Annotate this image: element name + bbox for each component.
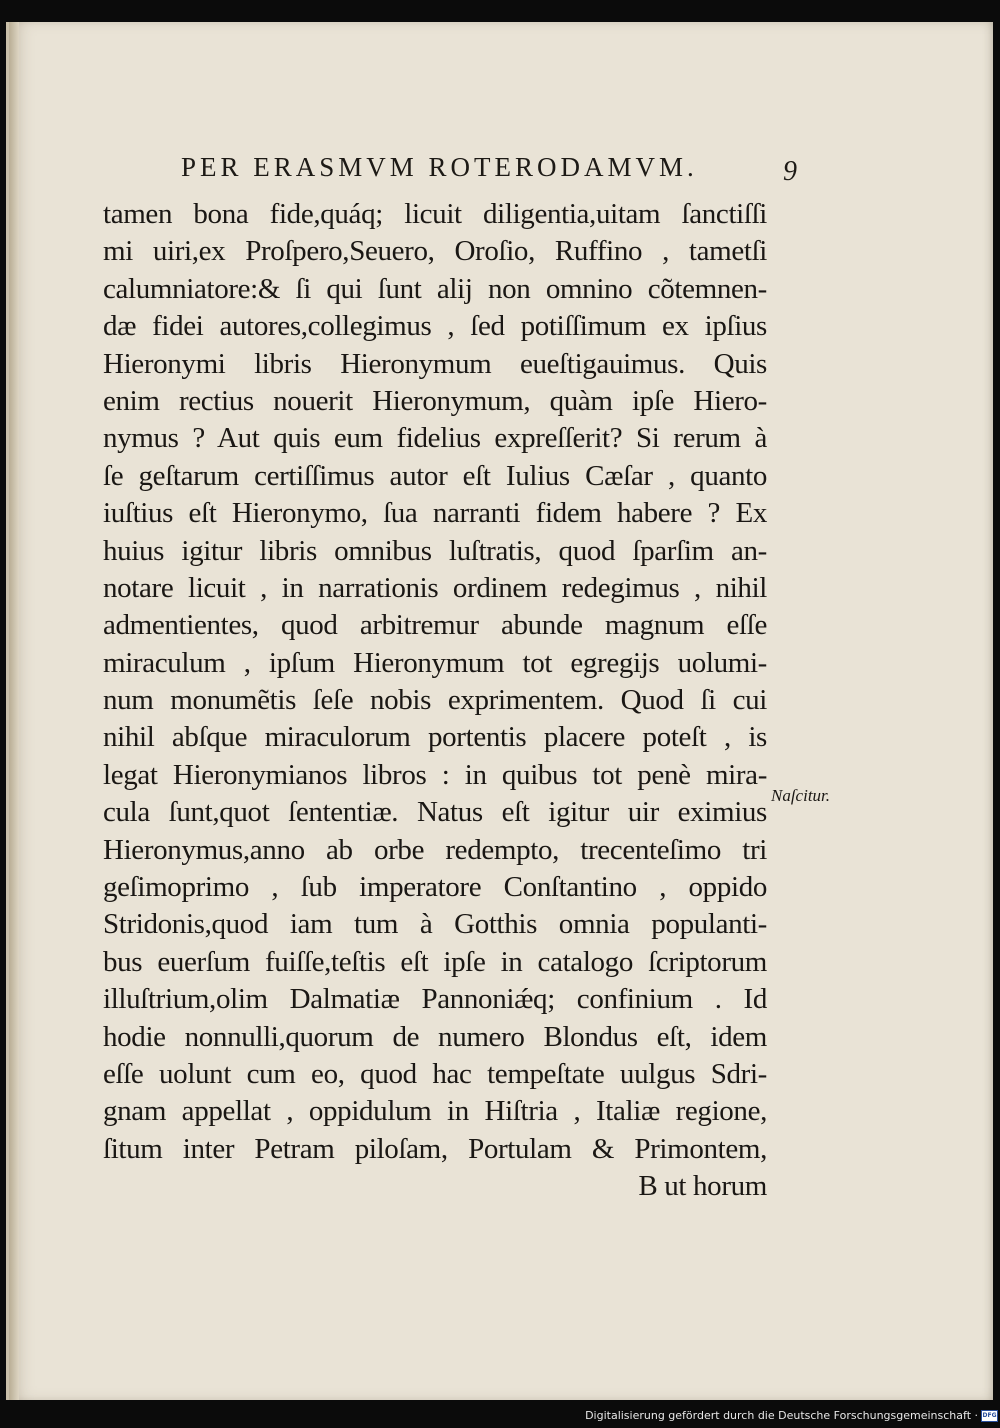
text-line: eſſe uolunt cum eo, quod hac tempeſtate uulgus Sdri- — [103, 1057, 767, 1090]
text-line: tamen bona fide,quáq; licuit diligentia,uitam ſanctiſſi — [103, 198, 767, 230]
page-number: 9 — [783, 156, 797, 187]
text-line: geſimoprimo , ſub imperatore Conſtantino , oppido — [103, 871, 767, 904]
page-gutter — [9, 22, 19, 1400]
running-head: PER ERASMVM ROTERODAMVM. — [181, 152, 698, 182]
dfg-logo-icon — [981, 1410, 998, 1422]
book-page — [6, 22, 993, 1400]
text-line: legat Hieronymianos libros : in quibus tot penè mira- — [103, 758, 767, 791]
text-line: hodie nonnulli,quorum de numero Blondus eſt, idem — [103, 1020, 767, 1053]
signature-catchword-line: B ut horum — [638, 1170, 767, 1203]
text-line: admentientes, quod arbitremur abunde magnum eſſe — [103, 609, 767, 642]
text-line: Stridonis,quod iam tum à Gotthis omnia populanti- — [103, 908, 767, 941]
text-line: nymus ? Aut quis eum fidelius expreſſerit? Si rerum à — [103, 422, 767, 455]
footer-bar — [0, 1400, 1000, 1428]
text-line: illuſtrium,olim Dalmatiæ Pannoniǽq; confinium . Id — [103, 983, 767, 1016]
text-line: iuſtius eſt Hieronymo, ſua narranti fidem habere ? Ex — [103, 497, 767, 530]
dfg-logo-text: DFG — [982, 1412, 997, 1419]
text-line: Hieronymus,anno ab orbe redempto, trecenteſimo tri — [103, 833, 767, 866]
text-line: mi uiri,ex Proſpero,Seuero, Oroſio, Ruffino , tametſi — [103, 235, 767, 268]
text-line: gnam appellat , oppidulum in Hiſtria , Italiæ regione, — [103, 1095, 767, 1128]
marginal-note: Naſcitur. — [771, 786, 831, 805]
funding-credit: Digitalisierung gefördert durch die Deutsche Forschungsgemeinschaft · — [585, 1409, 978, 1422]
text-line: dæ fidei autores,collegimus , ſed potiſſimum ex ipſius — [103, 310, 767, 343]
text-line: bus euerſum fuiſſe,teſtis eſt ipſe in catalogo ſcriptorum — [103, 945, 767, 978]
text-line: ſe geſtarum certiſſimus autor eſt Iulius Cæſar , quanto — [103, 459, 767, 492]
text-line: ſitum inter Petram piloſam, Portulam & Primontem, — [103, 1132, 767, 1165]
text-line: cula ſunt,quot ſententiæ. Natus eſt igitur uir eximius — [103, 796, 767, 829]
text-line: huius igitur libris omnibus luſtratis, quod ſparſim an- — [103, 534, 767, 567]
text-line: calumniatore:& ſi qui ſunt alij non omnino cõtemnen- — [103, 272, 767, 305]
text-line: Hieronymi libris Hieronymum eueſtigauimus. Quis — [103, 347, 767, 380]
text-line: miraculum , ipſum Hieronymum tot egregijs uolumi- — [103, 646, 767, 679]
text-line: nihil abſque miraculorum portentis placere poteſt , is — [103, 721, 767, 754]
text-line: num monumẽtis ſeſe nobis exprimentem. Quod ſi cui — [103, 684, 767, 717]
body-text — [103, 196, 767, 1206]
text-line: enim rectius nouerit Hieronymum, quàm ipſe Hiero- — [103, 384, 767, 417]
text-line: notare licuit , in narrationis ordinem redegimus , nihil — [103, 571, 767, 604]
